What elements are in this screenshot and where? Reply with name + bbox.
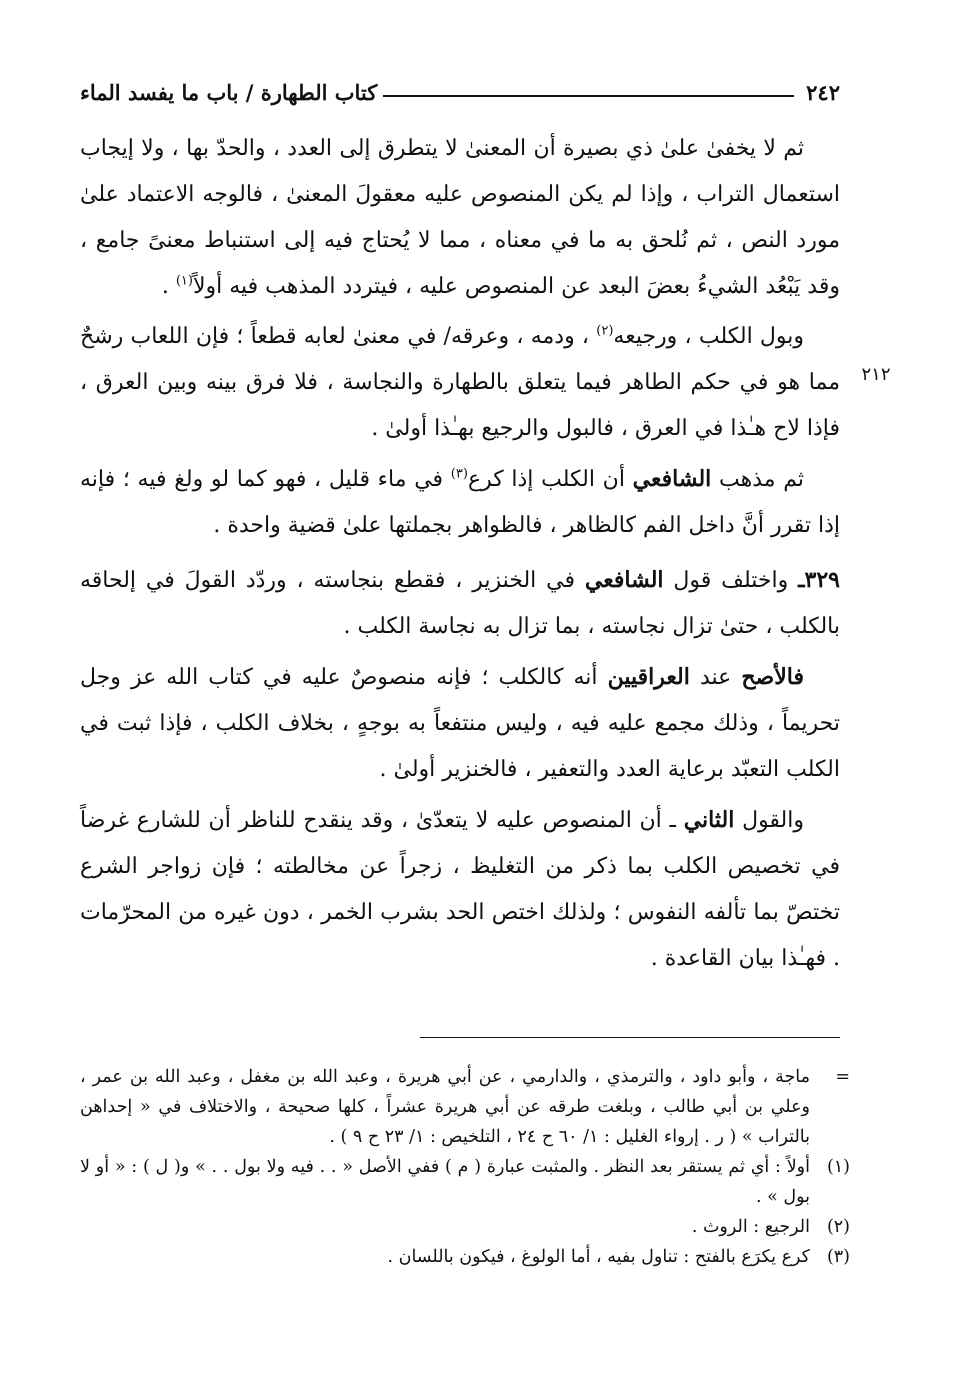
footnotes	[80, 1062, 850, 1272]
page-number: ٢٤٢	[806, 79, 840, 105]
footnote-mark: (٢)	[826, 1217, 850, 1237]
footnote-text: أولاً : أي ثم يستقر بعد النظر . والمثبت عبارة ( م ) ففي الأصل « . . فيه ولا بول . . » و( ل ) : « أو لا بول » .	[80, 1157, 810, 1207]
footnote-ref: (٣)	[450, 466, 468, 482]
footnote-mark: (٣)	[826, 1247, 850, 1267]
footnote-text: كرع يكرَع بالفتح : تناول بفيه ، أما الولوغ ، فيكون باللسان .	[387, 1247, 810, 1267]
paragraph: ثم مذهب الشافعي أن الكلب إذا كرع$^{(٣)}$ في ماء قليل ، فهو كما لو ولغ فيه ؛ فإنه إذا تقرر أنَّ داخل الفم كالظاهر ، فالظواهر بجملتها علىٰ قضية واحدة .	[80, 466, 840, 538]
footnote-ref: (١)	[175, 273, 193, 289]
paragraph: وبول الكلب ، ورجيعه$^{(٢)}$ ، ودمه ، وعرقه/ في معنىٰ لعابه قطعاً ؛ فإن اللعاب رشحٌ مما هو في حكم الطاهر فيما يتعلق بالطهارة والنجاسة ، فلا فرق بينه وبين العرق ، فإذا لاح هـٰذا في العرق ، فالبول والرجيع بهـٰذا أولىٰ .	[80, 323, 840, 441]
running-title: كتاب الطهارة / باب ما يفسد الماء	[80, 79, 378, 105]
footnote-mark: (١)	[826, 1157, 850, 1177]
bold-name: الشافعي	[632, 466, 712, 492]
footnote	[80, 1062, 850, 1152]
bold-name: الشافعي	[584, 567, 664, 593]
footnote	[80, 1152, 850, 1212]
main-text	[80, 126, 840, 986]
footnote-mark: =	[835, 1067, 850, 1087]
footnote-text: الرجيع : الروث .	[691, 1217, 810, 1237]
section-number: ٣٢٩ـ	[798, 567, 840, 593]
margin-folio-number: ٢١٢	[861, 364, 891, 385]
footnote	[80, 1242, 850, 1272]
footnote-ref: (٢)	[596, 323, 614, 339]
bold-name: العراقيين	[607, 664, 690, 690]
running-header	[80, 72, 840, 112]
paragraph: والقول الثاني ـ أن المنصوص عليه لا يتعدّىٰ ، وقد ينقدح للناظر أن للشارع غرضاً في تخصيص الكلب بما ذكر من التغليظ ، زجراً عن مخالطته ؛ فإن زواجر الشرع تختصّ بما تألفه النفوس ؛ ولذلك اختص الحد بشرب الخمر ، دون غيره من المحرّمات . فهـٰذا بيان القاعدة .	[80, 807, 840, 971]
paragraph: فالأصح عند العراقيين أنه كالكلب ؛ فإنه منصوصٌ عليه في كتاب الله عز وجل تحريماً ، وذلك مجمع عليه فيه ، وليس منتفعاً به بوجهٍ ، بخلاف الكلب ، فإذا ثبت في الكلب التعبّد برعاية العدد والتعفير ، فالخنزير أولىٰ .	[80, 664, 840, 782]
footnote	[80, 1212, 850, 1242]
footnote-text: ماجة ، وأبو داود ، والترمذي ، والدارمي ، عن أبي هريرة ، وعبد الله بن مغفل ، وعبد الله بن عمر ، وعلي بن أبي طالب ، وبلغت طرقه عن أبي هريرة عشراً ، كلها صحيحة ، والاختلاف في « إحداهن بالتراب » ( ر . إرواء الغليل : ١/ ٦٠ ح ٢٤ ، التلخيص : ١/ ٢٣ ح ٩ ) .	[80, 1067, 810, 1147]
section-paragraph: ٣٢٩ـ واختلف قول الشافعي في الخنزير ، فقطع بنجاسته ، وردّد القولَ في إلحاقه بالكلب ، حتىٰ تزال نجاسته ، بما تزال به نجاسة الكلب .	[80, 567, 840, 639]
footnote-separator	[420, 1037, 840, 1038]
header-rule	[383, 95, 794, 97]
paragraph: ثم لا يخفىٰ علىٰ ذي بصيرة أن المعنىٰ لا يتطرق إلى العدد ، والحدّ بها ، ولا إيجاب استعمال التراب ، وإذا لم يكن المنصوص عليه معقولَ المعنىٰ ، فالوجه الاعتماد علىٰ مورد النص ، ثم نُلحق به ما في معناه ، مما لا يُحتاج فيه إلى استنباط معنىً جامع ، وقد يَبْعُد الشيءُ بعضَ البعد عن المنصوص عليه ، فيتردد المذهب فيه أولاً$^{(١)}$ .	[80, 136, 840, 299]
